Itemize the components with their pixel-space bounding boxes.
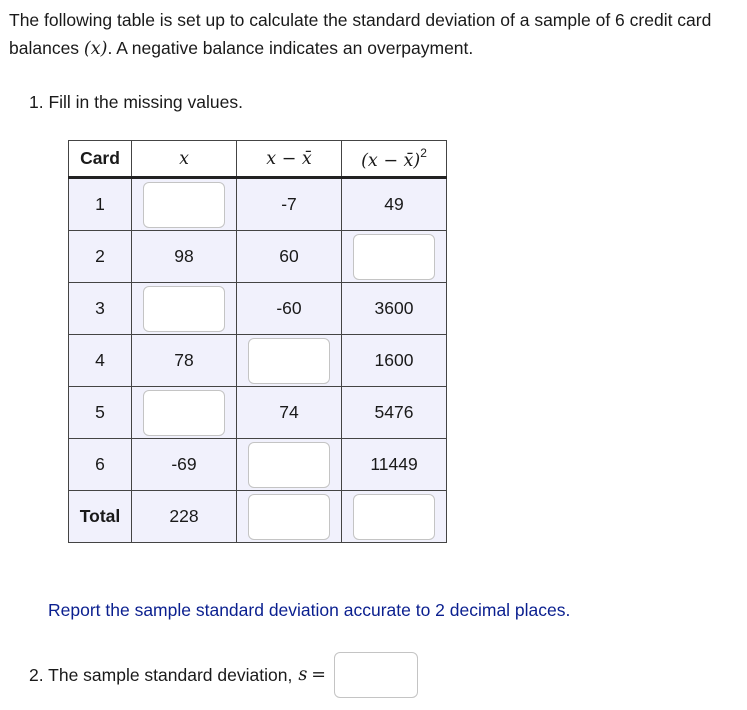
variable-x: (x) — [83, 39, 108, 59]
total-deviation-input[interactable] — [248, 494, 330, 540]
table-header-row — [69, 141, 447, 178]
table-row — [69, 439, 447, 491]
x-cell — [132, 178, 237, 231]
table-row — [69, 231, 447, 283]
header-x: x — [132, 141, 237, 178]
std-dev-answer-input[interactable] — [334, 652, 418, 698]
deviation-cell — [237, 439, 342, 491]
total-squared-input[interactable] — [353, 494, 435, 540]
question-1-label: 1. Fill in the missing values. — [29, 92, 243, 112]
x-input-row-1[interactable] — [143, 182, 225, 228]
deviation-input-row-6[interactable] — [248, 442, 330, 488]
total-squared-cell — [342, 491, 447, 543]
report-instruction: Report the sample standard deviation accurate to 2 decimal places. — [48, 600, 571, 620]
squared-input-row-2[interactable] — [353, 234, 435, 280]
card-number: 6 — [69, 439, 132, 491]
card-number: 1 — [69, 178, 132, 231]
x-cell: 98 — [132, 231, 237, 283]
x-input-row-3[interactable] — [143, 286, 225, 332]
intro-text: The following table is set up to calculate the standard deviation of a sample of 6 credit card balances — [9, 10, 712, 58]
question-2-label: 2. The sample standard deviation, — [29, 664, 293, 685]
table-row — [69, 283, 447, 335]
squared-cell: 11449 — [342, 439, 447, 491]
squared-cell: 5476 — [342, 387, 447, 439]
x-cell: -69 — [132, 439, 237, 491]
squared-cell — [342, 231, 447, 283]
deviation-cell: 60 — [237, 231, 342, 283]
calculation-table — [68, 140, 447, 543]
total-deviation-cell — [237, 491, 342, 543]
squared-cell: 3600 — [342, 283, 447, 335]
card-number: 3 — [69, 283, 132, 335]
deviation-cell: -60 — [237, 283, 342, 335]
table-row — [69, 387, 447, 439]
variable-s: s — [298, 665, 308, 685]
header-deviation: x − x̄ — [237, 141, 342, 178]
card-number: 4 — [69, 335, 132, 387]
deviation-cell: -7 — [237, 178, 342, 231]
x-cell — [132, 283, 237, 335]
squared-cell: 1600 — [342, 335, 447, 387]
x-cell: 78 — [132, 335, 237, 387]
table-row — [69, 335, 447, 387]
equals-sign: = — [311, 665, 326, 685]
squared-cell: 49 — [342, 178, 447, 231]
deviation-cell — [237, 335, 342, 387]
header-squared-deviation: (x − x̄)$^2$ — [342, 141, 447, 178]
total-label: Total — [69, 491, 132, 543]
deviation-input-row-4[interactable] — [248, 338, 330, 384]
intro-text-end: . A negative balance indicates an overpayment. — [107, 38, 474, 58]
deviation-cell: 74 — [237, 387, 342, 439]
table-row — [69, 178, 447, 231]
card-number: 2 — [69, 231, 132, 283]
card-number: 5 — [69, 387, 132, 439]
header-card: Card — [69, 141, 132, 178]
question-2 — [29, 652, 418, 698]
table-total-row — [69, 491, 447, 543]
total-x: 228 — [132, 491, 237, 543]
x-input-row-5[interactable] — [143, 390, 225, 436]
x-cell — [132, 387, 237, 439]
problem-intro — [9, 6, 729, 63]
